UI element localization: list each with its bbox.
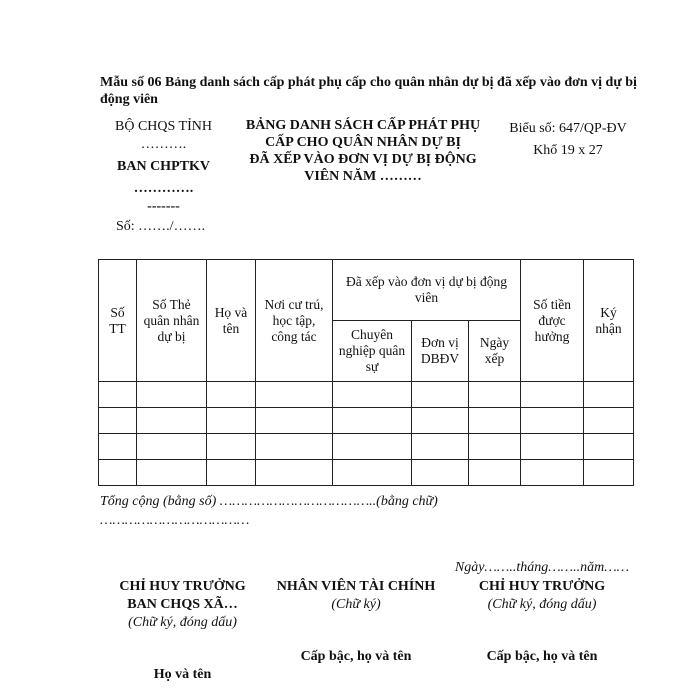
header-noi-cu-tru: Nơi cư trú, học tập, công tác	[256, 260, 333, 382]
signature-finance-officer	[262, 578, 450, 614]
form-title-line-2: CẤP CHO QUÂN NHÂN DỰ BỊ	[265, 135, 461, 150]
total-dots: ………………………………	[100, 513, 250, 528]
total-line	[100, 492, 640, 530]
signature-commander-commune	[100, 578, 265, 632]
form-title-line-4: VIÊN NĂM ………	[304, 169, 422, 184]
header-chuyen-nghiep: Chuyên nghiệp quân sự	[333, 321, 412, 382]
agency-line-2: ……….	[140, 137, 187, 152]
document-number: Số: ……./…….	[116, 219, 206, 234]
header-ngay-xep: Ngày xếp	[469, 321, 521, 382]
table-row	[99, 460, 634, 486]
allowance-table	[98, 259, 634, 486]
header-ky-nhan: Ký nhận	[584, 260, 634, 382]
sig1-note: (Chữ ký, đóng dấu)	[128, 615, 237, 630]
table-row	[99, 434, 634, 460]
sig2-name: Cấp bậc, họ và tên	[300, 649, 412, 664]
header-da-xep: Đã xếp vào đơn vị dự bị động viên	[333, 260, 521, 321]
sig2-note: (Chữ ký)	[331, 597, 381, 612]
sig1-title-2: BAN CHQS XÃ…	[127, 597, 238, 612]
total-label: Tổng cộng (bằng số) ………………………………..(bằng chữ)	[100, 494, 438, 509]
form-title-line-1: BẢNG DANH SÁCH CẤP PHÁT PHỤ	[245, 118, 481, 133]
table-row	[99, 382, 634, 408]
agency-line-4: ………….	[133, 181, 194, 196]
signature-date: Ngày……..tháng……..năm……	[454, 560, 630, 575]
form-code: Biểu số: 647/QP-ĐV	[509, 121, 627, 136]
agency-line-3: BAN CHPTKV	[117, 159, 210, 174]
header-so-tien: Số tiền được hưởng	[521, 260, 584, 382]
sig1-name: Họ và tên	[153, 667, 212, 682]
sig3-title: CHỈ HUY TRƯỞNG	[478, 579, 606, 594]
form-title-line-3: ĐÃ XẾP VÀO ĐƠN VỊ DỰ BỊ ĐỘNG	[249, 152, 477, 167]
sig3-name: Cấp bậc, họ và tên	[486, 649, 598, 664]
form-code-block	[498, 118, 638, 162]
signature-commander	[458, 578, 626, 614]
issuing-agency-block	[96, 118, 231, 216]
header-stt: Số TT	[99, 260, 137, 382]
agency-line-1: BỘ CHQS TỈNH	[115, 119, 212, 134]
header-so-the: Số Thẻ quân nhân dự bị	[137, 260, 207, 382]
sig1-title-1: CHỈ HUY TRƯỞNG	[119, 579, 246, 594]
sig2-title: NHÂN VIÊN TÀI CHÍNH	[276, 579, 436, 594]
agency-divider: -------	[147, 199, 180, 214]
header-don-vi: Đơn vị DBĐV	[412, 321, 469, 382]
form-title	[228, 117, 498, 185]
sig3-note: (Chữ ký, đóng dấu)	[487, 597, 597, 612]
header-ho-ten: Họ và tên	[207, 260, 256, 382]
document-heading: Mẫu số 06 Bảng danh sách cấp phát phụ cấp cho quân nhân dự bị đã xếp vào đơn vị dự bị động viên	[100, 75, 637, 107]
table-row	[99, 408, 634, 434]
paper-size: Khổ 19 x 27	[533, 143, 603, 158]
